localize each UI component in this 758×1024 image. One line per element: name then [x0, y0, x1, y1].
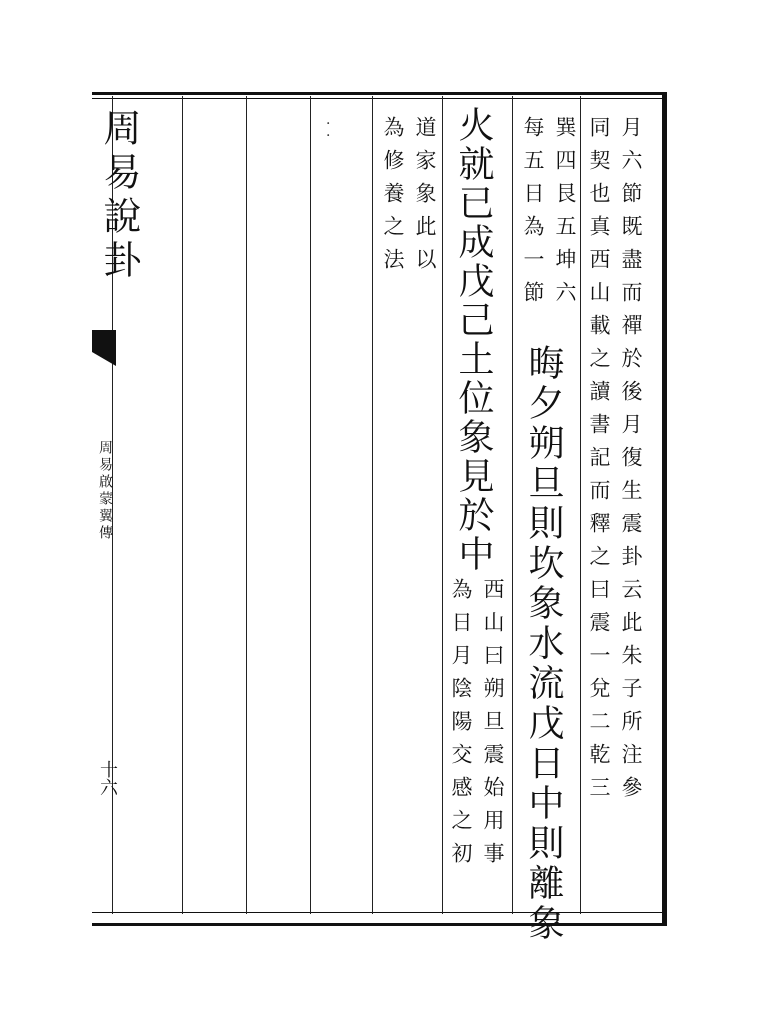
- text-column-9: 為修養之法: [381, 116, 405, 281]
- margin-page-number: 十六: [97, 760, 118, 796]
- text-column-1: 月六節既盡而禪於後月復生震卦云此朱子所注參: [619, 116, 643, 809]
- column-rule: [580, 96, 581, 914]
- column-rule: [442, 96, 443, 914]
- text-column-7-note-left: 為日月陰陽交感之初: [449, 578, 473, 875]
- text-column-6-large: 火就已成戊己土位象見於中: [453, 106, 494, 574]
- text-column-5-large: 晦夕朔旦則坎象水流戊日中則離象: [523, 344, 564, 944]
- column-rule: [372, 96, 373, 914]
- ink-dots: · ·: [326, 116, 331, 144]
- column-rule: [246, 96, 247, 914]
- text-column-4: 每五日為一節: [521, 116, 545, 314]
- text-column-7-note-right: 西山曰朔旦震始用事: [481, 578, 505, 875]
- fish-tail-mark: [92, 330, 116, 378]
- column-rule: [512, 96, 513, 914]
- text-column-2: 同契也真西山載之讀書記而釋之曰震一兌二乾三: [587, 116, 611, 809]
- text-column-3: 巽四艮五坤六: [553, 116, 577, 314]
- text-column-8: 道家象此以: [413, 116, 437, 281]
- column-rule: [182, 96, 183, 914]
- bottom-inner-rule: [92, 912, 664, 913]
- top-inner-rule: [92, 98, 664, 99]
- margin-book-title: 周易啟蒙翼傳: [97, 440, 113, 542]
- margin-title: 周易說卦: [97, 108, 141, 284]
- column-rule: [310, 96, 311, 914]
